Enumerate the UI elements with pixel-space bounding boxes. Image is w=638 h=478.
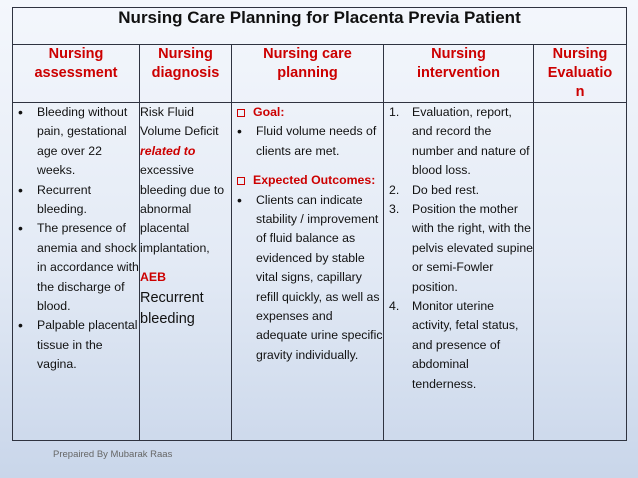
list-item: 3. Position the mother with the right, with the pelvis elevated supine or semi-Fowler position.: [389, 202, 533, 294]
aeb-label: AEB: [140, 270, 166, 285]
header-intervention: Nursing intervention: [384, 45, 534, 103]
assessment-cell: [13, 103, 140, 441]
evaluation-cell: [534, 103, 627, 441]
goal-heading: [232, 103, 383, 122]
care-plan-table: [12, 7, 627, 441]
list-item: • The presence of anemia and shock in accordance with the discharge of blood.: [13, 219, 139, 316]
related-to-label: related to: [140, 143, 196, 158]
aeb-text: Recurrent bleeding: [140, 290, 204, 328]
outcomes-label: Expected Outcomes:: [253, 173, 376, 188]
header-diagnosis: Nursing diagnosis: [140, 45, 232, 103]
diagnosis-text-1: Risk Fluid Volume Deficit: [140, 105, 219, 139]
table-title: Nursing Care Planning for Placenta Previa Patient: [13, 8, 627, 45]
list-item: • Palpable placental tissue in the vagina.: [13, 316, 139, 374]
diagnosis-text-2: excessive bleeding due to abnormal placental implantation,: [140, 163, 225, 255]
list-item: 4. Monitor uterine activity, fetal status, and presence of abdominal tenderness.: [389, 299, 519, 391]
list-item: • Bleeding without pain, gestational age over 22 weeks.: [13, 103, 139, 181]
outcome-item: • Clients can indicate stability / improvement of fluid balance as evidenced by stable vital signs, capillary refill quickly, as well as expenses and adequate urine specific gravity individually.: [232, 191, 383, 366]
checkbox-bullet-icon: [237, 177, 245, 185]
outcomes-heading: [232, 171, 383, 190]
planning-cell: [232, 103, 384, 441]
footer-credit: Prepaired By Mubarak Raas: [53, 449, 173, 460]
list-item: 2. Do bed rest.: [389, 182, 479, 197]
header-evaluation: Nursing Evaluatio n: [534, 45, 627, 103]
intervention-list: [384, 103, 533, 394]
assessment-list: [13, 103, 139, 375]
intervention-cell: [384, 103, 534, 441]
goal-item: • Fluid volume needs of clients are met.: [232, 122, 383, 161]
goal-label: Goal:: [253, 105, 285, 119]
header-planning: Nursing care planning: [232, 45, 384, 103]
checkbox-bullet-icon: [237, 109, 245, 117]
list-item: 1. Evaluation, report, and record the number and nature of blood loss.: [389, 105, 530, 178]
list-item: • Recurrent bleeding.: [13, 181, 139, 220]
diagnosis-cell: [140, 103, 232, 441]
header-assessment: Nursing assessment: [13, 45, 140, 103]
